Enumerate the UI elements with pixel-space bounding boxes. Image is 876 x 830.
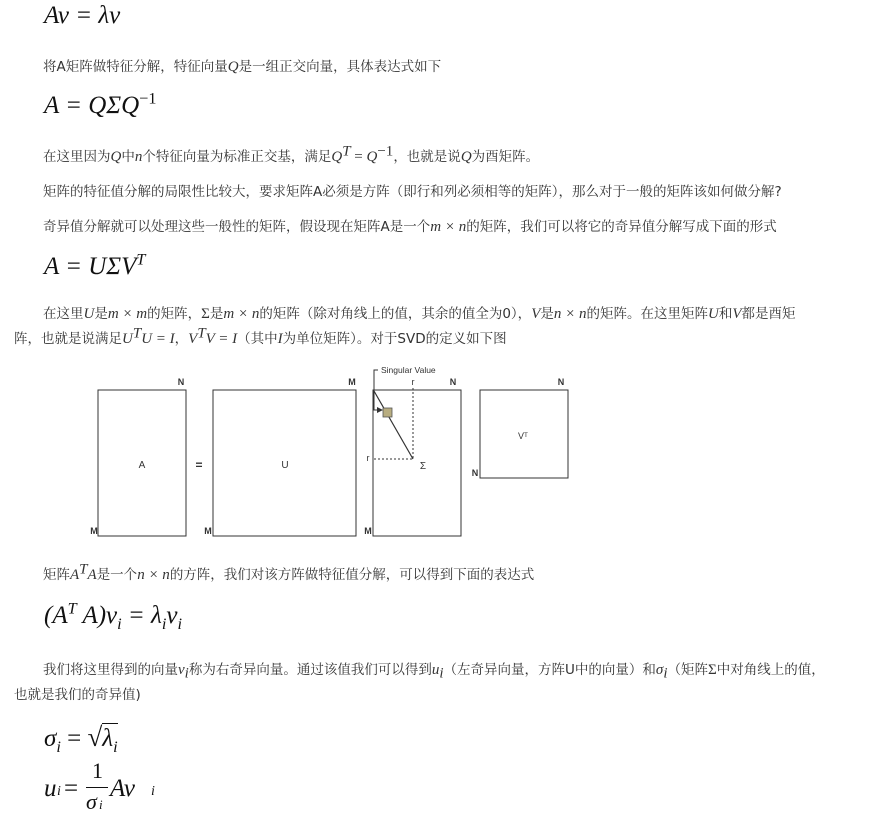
paragraph-orthonormal bbox=[43, 145, 539, 169]
text: 阵，也就是说满足 bbox=[14, 331, 122, 347]
math-v: V bbox=[732, 306, 742, 322]
text: 是 bbox=[540, 306, 554, 322]
eq-sub: i bbox=[177, 615, 183, 633]
math-sub: i bbox=[184, 665, 189, 682]
math-sub: i bbox=[663, 665, 668, 682]
paragraph-svd-detail-line1 bbox=[43, 302, 796, 326]
eq-u: u bbox=[44, 775, 57, 802]
equation-eigen: Av = λv bbox=[44, 2, 121, 29]
paragraph-eigendecomposition bbox=[43, 55, 441, 79]
text: 的矩阵（除对角线上的值，其余的值全为0）， bbox=[259, 306, 532, 322]
eq-part: (A bbox=[44, 602, 68, 629]
text: 将A矩阵做特征分解，特征向量 bbox=[43, 59, 228, 75]
math-v: v bbox=[178, 662, 185, 678]
eq-sub: i bbox=[161, 615, 167, 633]
text: 为单位矩阵）。对于SVD的定义如下图 bbox=[282, 331, 507, 347]
text: ， bbox=[174, 331, 189, 347]
text: （其中 bbox=[237, 331, 278, 347]
text: 是一个 bbox=[96, 567, 138, 583]
math-q: Q bbox=[331, 149, 343, 165]
matrix-vt-n-top-label: N bbox=[557, 377, 565, 387]
math-nxn: n × n bbox=[137, 567, 170, 583]
equation-svd bbox=[44, 250, 146, 281]
math-mxn: m × n bbox=[430, 219, 467, 235]
equals-sign: = bbox=[195, 458, 203, 472]
text: （矩阵 bbox=[667, 662, 708, 678]
matrix-a-label: A bbox=[138, 460, 146, 471]
text: 和 bbox=[718, 306, 733, 322]
equation-ata-eigen bbox=[44, 599, 183, 633]
text: 中 bbox=[121, 149, 135, 165]
eq-sigma: σ bbox=[44, 725, 57, 752]
eq-part: A)v bbox=[76, 602, 118, 629]
text: 为酉矩阵。 bbox=[471, 149, 540, 165]
eq-equals: = bbox=[64, 775, 79, 802]
text: 在这里 bbox=[43, 306, 84, 322]
text: 的矩阵， bbox=[147, 306, 202, 322]
math-a: A bbox=[70, 567, 80, 583]
eq-exp: −1 bbox=[139, 89, 157, 108]
matrix-a-m-label: M bbox=[90, 526, 98, 536]
fraction-bar bbox=[86, 787, 108, 788]
text: 的矩阵，我们可以将它的奇异值分解写成下面的形式 bbox=[466, 219, 777, 235]
sigma-r-left-label: r bbox=[366, 453, 370, 463]
math-n: n bbox=[134, 149, 143, 165]
paragraph-singular-vectors-line1 bbox=[43, 658, 825, 682]
paragraph-svd-intro bbox=[43, 215, 777, 239]
sigma-r-top-label: r bbox=[411, 377, 415, 387]
eq-sub: i bbox=[117, 615, 122, 633]
math-nxn: n × n bbox=[553, 306, 587, 322]
math-q: Q bbox=[227, 59, 239, 75]
matrix-vt-n-left-label: N bbox=[471, 468, 479, 478]
math-sigma: σ bbox=[655, 662, 664, 678]
text: 是 bbox=[209, 306, 224, 322]
sigma-m-label: M bbox=[364, 526, 372, 536]
sqrt-icon: √ bbox=[87, 722, 103, 752]
paragraph-svd-detail-line2 bbox=[14, 327, 507, 351]
text: 是 bbox=[94, 306, 108, 322]
math-sigma: Σ bbox=[201, 306, 210, 322]
math-u: U bbox=[122, 331, 133, 347]
matrix-u-label: U bbox=[281, 460, 289, 471]
eq-sub: i bbox=[56, 738, 61, 756]
eq-lhs: A = QΣQ bbox=[44, 92, 140, 119]
math-u: U bbox=[707, 306, 719, 322]
math-eq: = bbox=[350, 149, 367, 165]
text: 中对角线上的值， bbox=[716, 662, 825, 678]
text: 矩阵 bbox=[43, 567, 70, 583]
math-q: Q bbox=[460, 149, 472, 165]
math-u: U bbox=[83, 306, 95, 322]
matrix-u-m-top-label: M bbox=[348, 377, 356, 387]
eq-part: = λ bbox=[121, 602, 162, 629]
math-t: T bbox=[342, 143, 351, 160]
eq-sub: i bbox=[113, 738, 118, 756]
eq-sup: T bbox=[67, 599, 77, 618]
math-sigma-matrix: Σ bbox=[707, 662, 717, 678]
math-i: I bbox=[277, 331, 283, 347]
matrix-u-m-left-label: M bbox=[204, 526, 212, 536]
math-v: V bbox=[188, 331, 198, 347]
text: 我们将这里得到的向量 bbox=[43, 662, 178, 678]
math-v: V bbox=[531, 306, 541, 322]
math-inv: −1 bbox=[377, 143, 394, 160]
eq-numerator: 1 bbox=[92, 758, 103, 783]
eq-part: v bbox=[166, 602, 178, 629]
eq-rest: Av bbox=[110, 775, 135, 802]
text: 是一组正交向量，具体表达式如下 bbox=[238, 59, 442, 75]
equation-q-sigma-q bbox=[44, 89, 157, 120]
paragraph-singular-vectors-line2: 也就是我们的奇异值) bbox=[14, 687, 141, 703]
text: 称为右奇异向量。通过该值我们可以得到 bbox=[188, 662, 432, 678]
text: 个特征向量为标准正交基，满足 bbox=[142, 149, 332, 165]
matrix-a-n-label: N bbox=[177, 377, 185, 387]
math-u-eq-i: U = I bbox=[141, 331, 175, 347]
math-q: Q bbox=[110, 149, 122, 165]
sqrt-radicand bbox=[102, 723, 118, 756]
eq-lhs: A = UΣV bbox=[44, 253, 137, 280]
eq-exp: T bbox=[136, 250, 146, 269]
math-q: Q bbox=[366, 149, 378, 165]
singular-value-label: Singular Value bbox=[381, 365, 436, 375]
text: 奇异值分解就可以处理这些一般性的矩阵，假设现在矩阵A是一个 bbox=[43, 219, 431, 235]
sigma-n-label: N bbox=[449, 377, 457, 387]
sigma-diagonal bbox=[374, 391, 413, 459]
math-v-eq-i: V = I bbox=[205, 331, 238, 347]
equation-sigma-sqrt bbox=[44, 722, 118, 756]
text: ，也就是说 bbox=[393, 149, 461, 165]
math-u: u bbox=[431, 662, 440, 678]
svd-diagram bbox=[0, 360, 876, 545]
eq-lambda: λ bbox=[102, 725, 114, 752]
math-t: T bbox=[197, 325, 206, 342]
sigma-label: Σ bbox=[419, 461, 427, 472]
math-a: A bbox=[87, 567, 97, 583]
text: 在这里因为 bbox=[43, 149, 111, 165]
math-mxn: m × n bbox=[223, 306, 260, 322]
math-mxm: m × m bbox=[107, 306, 148, 322]
matrix-vt-label: Vᵀ bbox=[518, 431, 528, 441]
eq-equals: = bbox=[60, 725, 88, 752]
text: 的方阵，我们对该方阵做特征值分解，可以得到下面的表达式 bbox=[169, 567, 535, 583]
text: 的矩阵。在这里矩阵 bbox=[586, 306, 708, 322]
math-sub: i bbox=[439, 665, 444, 682]
paragraph-limitation: 矩阵的特征值分解的局限性比较大，要求矩阵A必须是方阵（即行和列必须相等的矩阵），那么对于一般的矩阵该如何做分解? bbox=[43, 184, 782, 200]
singular-value-marker bbox=[383, 408, 392, 417]
text: （左奇异向量，方阵U中的向量）和 bbox=[443, 662, 656, 678]
math-t: T bbox=[132, 325, 142, 342]
eq-denominator: σ bbox=[86, 789, 97, 814]
math-t: T bbox=[79, 561, 88, 578]
paragraph-ata bbox=[43, 563, 534, 587]
text: 都是酉矩 bbox=[741, 306, 796, 322]
